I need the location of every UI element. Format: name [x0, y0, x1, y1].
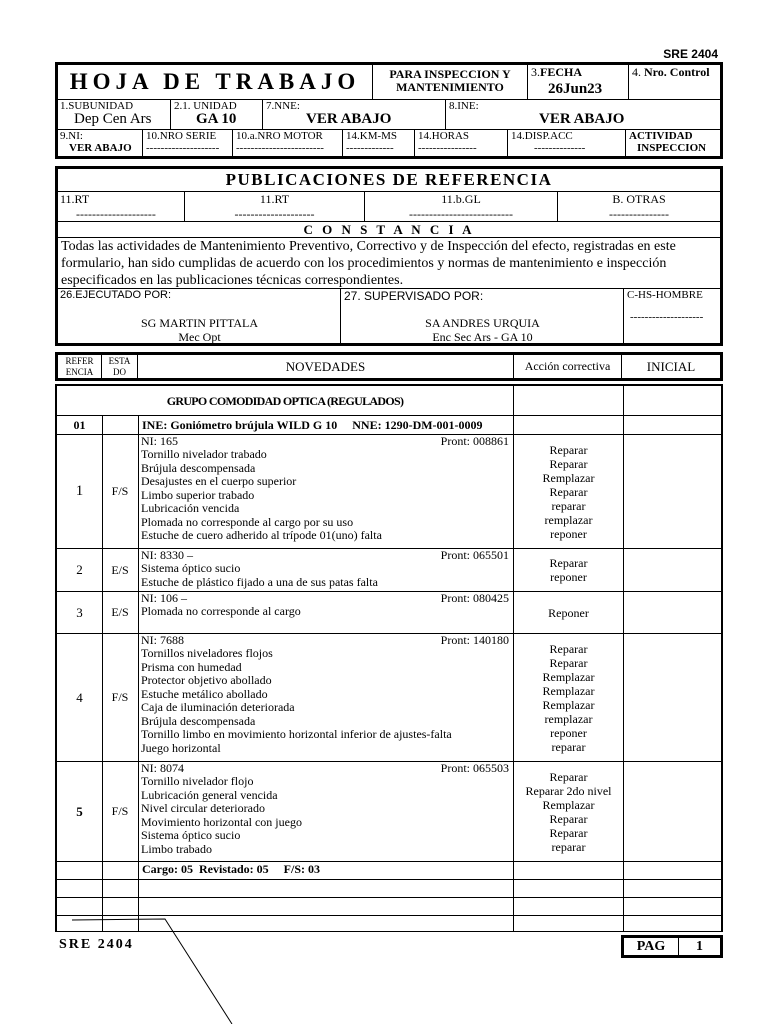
motor-label: 10.a.NRO MOTOR [236, 130, 323, 142]
footer-code: SRE 2404 [59, 937, 134, 952]
col-inicial: INICIAL [646, 359, 696, 374]
ine-value: VER ABAJO [539, 111, 625, 127]
row-line: Movimiento horizontal con juego [141, 814, 302, 829]
hs-label: C-HS-HOMBRE [627, 289, 703, 301]
ref-line2: ENCIA [65, 367, 94, 377]
unidad-label: 2.1. UNIDAD [174, 100, 237, 112]
row-acciones [514, 770, 623, 854]
row-accion: Remplazar [542, 470, 595, 485]
row-pront: Pront: 008861 [440, 435, 509, 448]
ref-col4-value: --------------- [609, 207, 669, 221]
row-accion: Reparar [549, 811, 588, 826]
row-novedades [141, 592, 509, 633]
row-line: Estuche de plástico fijado a una de sus patas falta [141, 574, 378, 589]
ni-cell [58, 130, 143, 157]
subtitle-line1: PARA INSPECCION Y [389, 67, 511, 81]
serie-cell [143, 130, 233, 157]
row-line: Limbo trabado [141, 841, 212, 856]
row-accion: Reparar [549, 655, 588, 670]
row-accion: reponer [550, 570, 587, 584]
firmas-row [58, 288, 720, 343]
row-line: Sistema óptico sucio [141, 828, 241, 842]
header-row-3 [58, 129, 720, 156]
ejecutado-label: 26.EJECUTADO POR: [60, 289, 172, 301]
control-label: Nro. Control [644, 65, 710, 79]
novedades-table [55, 384, 723, 932]
km-cell [343, 130, 415, 157]
header-row-2 [58, 99, 720, 129]
row-line: Limbo superior trabado [141, 487, 255, 502]
row-ref: 5 [76, 804, 83, 819]
ref-col3-label: 11.b.GL [441, 192, 481, 206]
subunidad-cell [58, 100, 171, 129]
ine-cell [446, 100, 720, 129]
km-label: 14.KM-MS [346, 130, 398, 142]
serie-value: -------------------- [146, 142, 220, 154]
row-line: Tornillo nivelador flojo [141, 774, 254, 788]
form-title: HOJA DE TRABAJO [58, 65, 373, 99]
actividad-label: ACTIVIDAD [629, 130, 693, 142]
row-estado: E/S [111, 563, 129, 577]
ref-col1-value: -------------------- [76, 207, 156, 221]
disp-cell [508, 130, 626, 157]
row-line: Brújula descompensada [141, 460, 256, 475]
ejecutado-cell [58, 289, 341, 344]
ref-col2-value: -------------------- [234, 207, 315, 221]
row-ref: 1 [75, 483, 84, 499]
row-ref: 4 [76, 690, 83, 705]
esta-line2: DO [113, 367, 126, 377]
row-line: Tornillos niveladores flojos [141, 646, 273, 660]
col-estado [102, 355, 138, 378]
row-novedades [141, 634, 509, 761]
nne-label: 7.NNE: [266, 100, 300, 112]
row-acciones [514, 443, 623, 541]
fecha-cell [528, 65, 629, 99]
horas-value: ---------------- [418, 142, 477, 154]
row-line: Plomada no corresponde al cargo por su uso [141, 514, 354, 529]
summary-row: Cargo: 05 Revistado: 05 F/S: 03 [142, 862, 320, 876]
row-accion: remplazar [544, 512, 593, 527]
grupo-title: GRUPO COMODIDAD OPTICA (REGULADOS) [166, 394, 404, 408]
actividad-cell [626, 130, 720, 157]
nne-value: VER ABAJO [306, 111, 392, 127]
row-novedades [141, 762, 509, 861]
ref-col2-label: 11.RT [259, 192, 290, 206]
row-accion: reponer [550, 526, 587, 541]
ref-col1-label: 11.RT [60, 192, 90, 206]
row-line: Desajustes en el cuerpo superior [141, 474, 297, 488]
km-value: ------------- [346, 142, 394, 154]
ejecutado-signature [58, 316, 341, 344]
subunidad-value: Dep Cen Ars [74, 111, 152, 127]
ref-col3-value: -------------------------- [409, 207, 513, 221]
row-accion: Remplazar [542, 797, 595, 812]
ref-col1 [58, 192, 185, 221]
row-line: Plomada no corresponde al cargo [141, 604, 301, 618]
row-line: Nivel circular deteriorado [141, 801, 265, 815]
referencias-title: PUBLICACIONES DE REFERENCIA [225, 170, 553, 189]
row-accion: Reparar [549, 825, 588, 840]
row-ref: 3 [76, 605, 83, 620]
row-accion: Reponer [548, 605, 589, 620]
motor-value: ------------------------ [236, 142, 324, 154]
row-pront: Pront: 065501 [440, 549, 509, 562]
row-novedades [141, 435, 509, 548]
row-estado: F/S [111, 484, 129, 498]
novedades-header [55, 352, 723, 381]
pen-stroke [0, 900, 768, 1024]
pen-stroke-path [72, 919, 232, 1024]
disp-value: -------------- [534, 142, 586, 154]
ine-label: 8.INE: [449, 100, 479, 112]
fecha-label: FECHA [540, 65, 582, 79]
ni-value: VER ABAJO [69, 142, 132, 154]
fecha-num: 3. [531, 65, 540, 79]
row-line: Sistema óptico sucio [141, 561, 241, 575]
pag-value: 1 [696, 939, 703, 954]
row-line: Lubricación general vencida [141, 787, 278, 802]
row-estado: F/S [111, 804, 129, 818]
row-accion: Reparar [549, 769, 588, 784]
horas-label: 14.HORAS [418, 130, 470, 142]
row-ni: NI: 106 – [141, 592, 187, 605]
row-ni: NI: 165 [141, 435, 178, 448]
row-accion: reponer [550, 725, 587, 740]
ref-line1: REFER [65, 356, 94, 366]
subunidad-label: 1.SUBUNIDAD [60, 100, 134, 112]
row-estado: E/S [111, 605, 129, 619]
ejecutado-role: Mec Opt [178, 330, 221, 344]
ejecutado-name: SG MARTIN PITTALA [141, 316, 258, 330]
referencias-block [55, 166, 723, 346]
row-line: Juego horizontal [141, 740, 221, 755]
row-accion: Remplazar [542, 669, 595, 684]
control-cell [629, 65, 720, 99]
motor-cell [233, 130, 343, 157]
row-accion: Reparar [549, 641, 588, 656]
col-novedades: NOVEDADES [138, 355, 514, 378]
row-acciones [514, 556, 623, 584]
supervisado-role: Enc Sec Ars - GA 10 [432, 330, 533, 344]
row-line: Caja de iluminación deteriorada [141, 700, 295, 714]
ref-col3 [365, 192, 558, 221]
subtitle-line2: MANTENIMIENTO [396, 80, 504, 94]
row-accion: reparar [551, 839, 586, 854]
row-acciones [514, 606, 623, 620]
constancia-title: C O N S T A N C I A [58, 221, 720, 237]
col-referencia [58, 355, 102, 378]
ni-label: 9.NI: [60, 130, 83, 142]
row-accion: Reparar 2do nivel [525, 783, 612, 798]
row-accion: reparar [551, 739, 586, 754]
row-accion: Reparar [549, 456, 588, 471]
row-ref: 2 [76, 562, 83, 577]
row-accion: remplazar [544, 711, 593, 726]
row-line: Tornillo nivelador trabado [141, 447, 267, 461]
supervisado-signature [341, 316, 624, 344]
hs-cell [624, 289, 720, 344]
row-accion: Remplazar [542, 683, 595, 698]
row-accion: Reparar [549, 442, 588, 457]
row-ni: NI: 7688 [141, 634, 184, 647]
row-novedades [141, 549, 509, 591]
referencias-row [58, 191, 720, 221]
row-accion: Reparar [549, 556, 588, 570]
row-acciones [514, 642, 623, 754]
serie-label: 10.NRO SERIE [146, 130, 217, 142]
unidad-cell [171, 100, 263, 129]
doc-code-top: SRE 2404 [663, 47, 718, 61]
pag-label: PAG [624, 938, 679, 955]
ref-col4 [558, 192, 720, 221]
supervisado-cell [341, 289, 624, 344]
row-ni: NI: 8330 – [141, 549, 193, 562]
row-accion: Remplazar [542, 697, 595, 712]
row-estado: F/S [111, 690, 129, 704]
item-ref: 01 [73, 418, 86, 432]
row-line: Tornillo limbo en movimiento horizontal inferior de ajustes-falta [141, 727, 452, 741]
horas-cell [415, 130, 508, 157]
row-line: Protector objetivo abollado [141, 673, 272, 687]
row-line: Lubricación vencida [141, 501, 240, 515]
nne-cell [263, 100, 446, 129]
row-pront: Pront: 080425 [440, 592, 509, 605]
supervisado-label: 27. SUPERVISADO POR: [344, 289, 484, 303]
row-pront: Pront: 140180 [440, 634, 509, 647]
header-block [55, 62, 723, 159]
item-header-text: INE: Goniómetro brújula WILD G 10 NNE: 1290-DM-001-0009 [142, 418, 483, 432]
disp-label: 14.DISP.ACC [511, 130, 573, 142]
row-accion: reparar [551, 498, 586, 513]
row-line: Brújula descompensada [141, 713, 256, 728]
row-ni: NI: 8074 [141, 762, 184, 775]
row-line: Estuche metálico abollado [141, 686, 268, 701]
row-line: Estuche de cuero adherido al trípode 01(uno) falta [141, 528, 382, 542]
row-accion: Reparar [549, 484, 588, 499]
hs-value: -------------------- [630, 311, 704, 323]
col-accion: Acción correctiva [514, 355, 622, 378]
ref-col2 [185, 192, 365, 221]
control-num: 4. [632, 65, 641, 79]
supervisado-name: SA ANDRES URQUIA [425, 316, 540, 330]
form-subtitle [373, 65, 528, 99]
esta-line1: ESTA [108, 356, 131, 366]
unidad-value: GA 10 [196, 111, 237, 127]
fecha-value: 26Jun23 [548, 81, 603, 97]
constancia-text: Todas las actividades de Mantenimiento Preventivo, Correctivo y de Inspección del efecto, registradas en este formulario, han sido cumplidas de acuerdo con los procedimientos y normas de mantenimiento e inspección especificados en las publicaciones técnicas correspondientes. [58, 237, 720, 288]
actividad-value: INSPECCION [637, 142, 707, 154]
ref-col4-label: B. OTRAS [612, 192, 666, 206]
row-pront: Pront: 065503 [440, 762, 509, 775]
row-line: Prisma con humedad [141, 659, 242, 674]
